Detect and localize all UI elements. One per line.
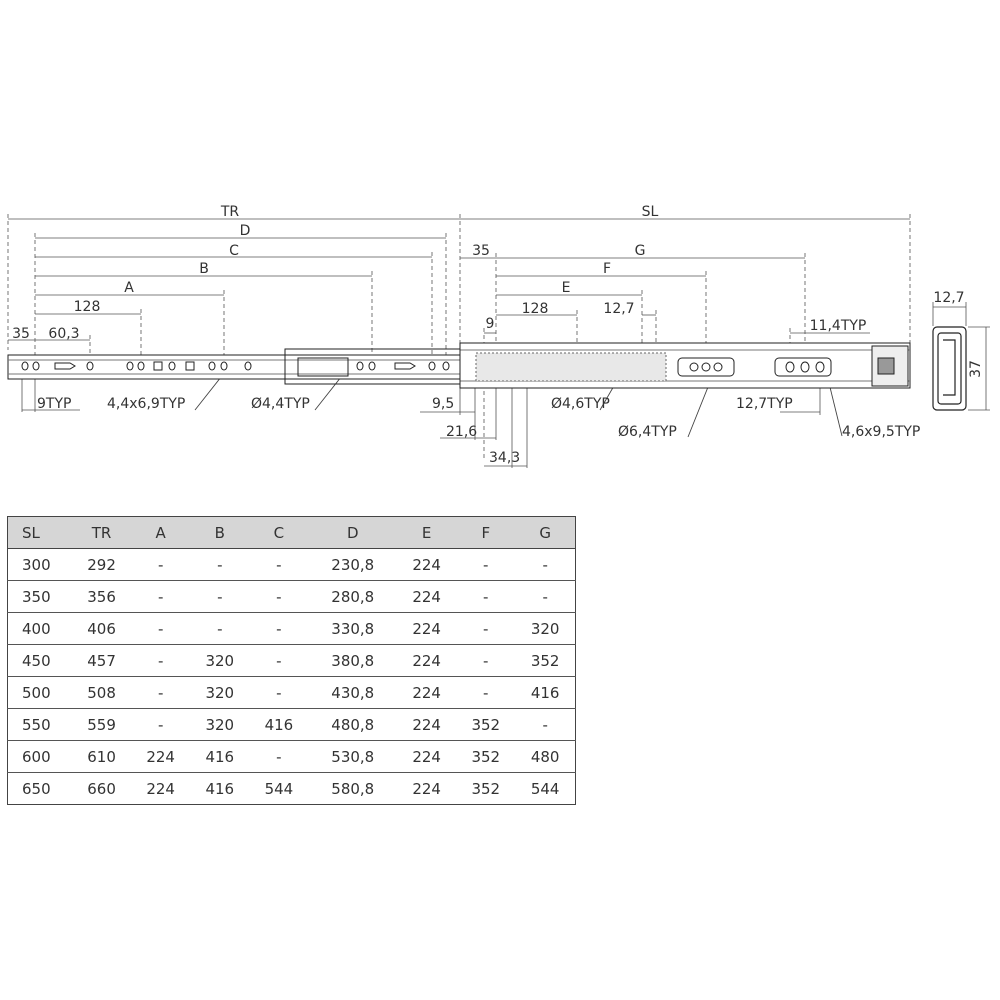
table-cell: 352: [456, 741, 515, 773]
table-cell: -: [249, 645, 308, 677]
table-cell: 544: [249, 773, 308, 805]
table-row: [8, 741, 576, 773]
table-cell: 224: [397, 581, 456, 613]
table-cell: -: [515, 581, 575, 613]
header-a: A: [131, 517, 190, 549]
callout-9-5: 9,5: [432, 396, 455, 412]
header-c: C: [249, 517, 308, 549]
table-cell: -: [249, 581, 308, 613]
dim-b-label: B: [199, 261, 209, 277]
table-cell: 480: [515, 741, 575, 773]
table-cell: -: [131, 581, 190, 613]
table-cell: 352: [456, 773, 515, 805]
table-cell: -: [131, 613, 190, 645]
table-cell: 280,8: [308, 581, 397, 613]
table-cell: 330,8: [308, 613, 397, 645]
table-cell: 500: [8, 677, 73, 709]
callout-slot-4-4x6-9: 4,4x6,9TYP: [107, 396, 186, 412]
table-cell: -: [456, 677, 515, 709]
table-cell: 416: [249, 709, 308, 741]
table-header-row: [8, 517, 576, 549]
table-cell: -: [190, 613, 249, 645]
table-cell: -: [190, 581, 249, 613]
dim-a-label: A: [124, 280, 134, 296]
header-d: D: [308, 517, 397, 549]
dim-12-7-side-label: 12,7: [933, 290, 965, 306]
header-e: E: [397, 517, 456, 549]
table-cell: 224: [131, 741, 190, 773]
table-cell: -: [131, 645, 190, 677]
table-cell: 480,8: [308, 709, 397, 741]
table-cell: 457: [72, 645, 131, 677]
table-cell: 610: [72, 741, 131, 773]
table-row: [8, 613, 576, 645]
callout-slot-4-6x9-5: 4,6x9,5TYP: [842, 424, 921, 440]
table-cell: 450: [8, 645, 73, 677]
table-cell: 352: [515, 645, 575, 677]
dim-128-left-label: 128: [73, 299, 101, 315]
header-g: G: [515, 517, 575, 549]
table-cell: -: [515, 709, 575, 741]
dim-c-label: C: [229, 243, 239, 259]
dim-9-label: 9: [485, 316, 495, 332]
table-cell: 352: [456, 709, 515, 741]
table-cell: 320: [190, 709, 249, 741]
dimension-table: [7, 516, 576, 805]
table-row: [8, 773, 576, 805]
table-cell: 400: [8, 613, 73, 645]
table-cell: 230,8: [308, 549, 397, 581]
table-cell: 530,8: [308, 741, 397, 773]
table-row: [8, 709, 576, 741]
table-row: [8, 677, 576, 709]
table-row: [8, 581, 576, 613]
table-cell: 550: [8, 709, 73, 741]
table-cell: -: [456, 549, 515, 581]
drawer-slide: [8, 343, 910, 388]
table-cell: 350: [8, 581, 73, 613]
dim-128-right-label: 128: [521, 301, 549, 317]
table-cell: 224: [131, 773, 190, 805]
callout-21-6: 21,6: [446, 424, 478, 440]
callout-labels: [37, 396, 920, 466]
table-cell: 224: [397, 613, 456, 645]
table-cell: 224: [397, 773, 456, 805]
header-tr: TR: [72, 517, 131, 549]
dim-e-label: E: [561, 280, 571, 296]
table-cell: 559: [72, 709, 131, 741]
table-cell: -: [249, 613, 308, 645]
callout-9typ: 9TYP: [37, 396, 72, 412]
table-cell: -: [456, 613, 515, 645]
table-cell: 224: [397, 645, 456, 677]
table-cell: 320: [190, 677, 249, 709]
dim-35-left-label: 35: [12, 326, 30, 342]
table-cell: 544: [515, 773, 575, 805]
table-cell: -: [456, 645, 515, 677]
dim-tr-label: TR: [220, 204, 240, 220]
table-cell: -: [249, 549, 308, 581]
table-row: [8, 549, 576, 581]
header-b: B: [190, 517, 249, 549]
dim-d-label: D: [239, 223, 251, 239]
callout-hole-4-6: Ø4,6TYP: [551, 396, 610, 412]
header-f: F: [456, 517, 515, 549]
table-cell: -: [249, 741, 308, 773]
table-cell: 508: [72, 677, 131, 709]
dim-f-label: F: [602, 261, 612, 277]
table-cell: 660: [72, 773, 131, 805]
table-cell: 430,8: [308, 677, 397, 709]
table-cell: -: [190, 549, 249, 581]
table-cell: -: [131, 677, 190, 709]
dim-g-label: G: [634, 243, 646, 259]
table-cell: -: [131, 709, 190, 741]
slide-technical-drawing: [0, 0, 1000, 480]
table-body: [8, 549, 576, 805]
table-cell: -: [456, 581, 515, 613]
table-cell: 600: [8, 741, 73, 773]
table-cell: 416: [190, 773, 249, 805]
callout-34-3: 34,3: [489, 450, 521, 466]
table-cell: 300: [8, 549, 73, 581]
table-cell: 580,8: [308, 773, 397, 805]
table-cell: 416: [515, 677, 575, 709]
callout-hole-6-4: Ø6,4TYP: [618, 424, 677, 440]
callout-hole-4-4: Ø4,4TYP: [251, 396, 310, 412]
dim-sl-label: SL: [641, 204, 659, 220]
table-cell: 380,8: [308, 645, 397, 677]
dim-60-3-label: 60,3: [48, 326, 80, 342]
dim-11-4typ-label: 11,4TYP: [809, 318, 867, 334]
table-cell: -: [131, 549, 190, 581]
table-cell: 224: [397, 741, 456, 773]
table-cell: 224: [397, 677, 456, 709]
table-cell: 650: [8, 773, 73, 805]
end-view-profile: [933, 327, 966, 410]
table-cell: 224: [397, 709, 456, 741]
callout-12-7typ: 12,7TYP: [736, 396, 793, 412]
table-cell: -: [515, 549, 575, 581]
dim-37-label: 37: [968, 360, 984, 378]
header-sl: SL: [8, 517, 73, 549]
dim-35-right-label: 35: [472, 243, 490, 259]
table-cell: 224: [397, 549, 456, 581]
table-cell: 292: [72, 549, 131, 581]
dim-12-7-top-label: 12,7: [603, 301, 635, 317]
table-cell: 320: [515, 613, 575, 645]
table-row: [8, 645, 576, 677]
table-cell: -: [249, 677, 308, 709]
table-cell: 416: [190, 741, 249, 773]
table-cell: 356: [72, 581, 131, 613]
table-cell: 320: [190, 645, 249, 677]
table-cell: 406: [72, 613, 131, 645]
